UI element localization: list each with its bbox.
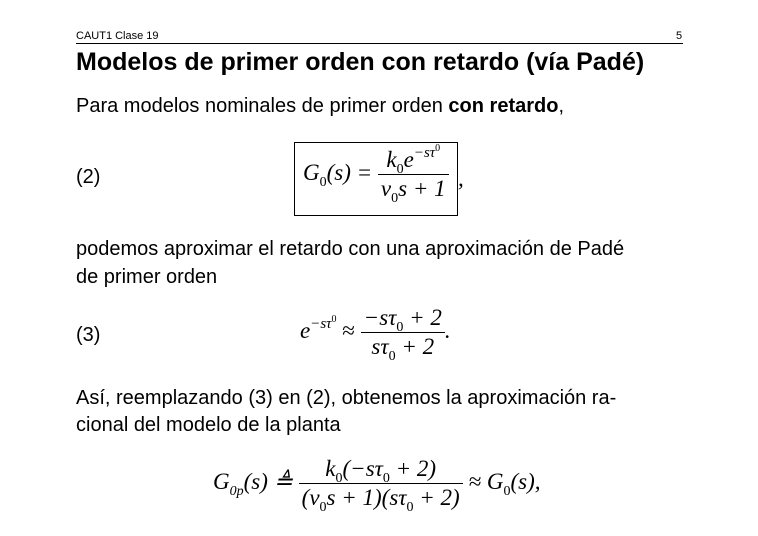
eq3-trailing-period: . bbox=[444, 317, 451, 343]
eq3-approx-symbol: ≈ bbox=[342, 317, 355, 343]
paragraph-rational-line1: Así, reemplazando (3) en (2), obtenemos la aproximación ra- bbox=[76, 387, 617, 409]
eq2-trailing-comma: , bbox=[458, 166, 464, 191]
equation-2 bbox=[303, 143, 449, 206]
equation-4: $G_{0p}(s)$ ≜ $\frac{k_0(-s\tau_0 + 2)}{(\nu_0s + 1)(s\tau_0 + 2)}$ ≈ $G_0(s)$, bbox=[213, 456, 541, 515]
paragraph-pade-line2: de primer orden bbox=[76, 266, 218, 288]
slide-header-course: CAUT1 Clase 19 bbox=[76, 30, 159, 42]
eq2-fraction bbox=[378, 143, 449, 206]
eq3-numerator: $-s\tau_0 + 2$ bbox=[361, 305, 445, 333]
slide-title: Modelos de primer orden con retardo (vía Padé) bbox=[76, 48, 645, 76]
intro-text: Para modelos nominales de primer orden bbox=[76, 95, 449, 117]
eq3-fraction bbox=[361, 305, 445, 364]
equation-3: $e^{-s\tau^0}$ ≈ $\frac{-s\tau_0 + 2}{s\tau_0 + 2}$ . bbox=[300, 305, 451, 364]
intro-after: , bbox=[558, 95, 565, 117]
slide-page-number: 5 bbox=[676, 30, 683, 42]
paragraph-rational-line2: cional del modelo de la planta bbox=[76, 414, 341, 436]
eq2-denominator: $\nu_0s + 1$ bbox=[380, 176, 446, 206]
eq2-numerator: $k_0e^{-s\tau^0}$ bbox=[378, 147, 449, 175]
eq2-lhs-sub: 0 bbox=[319, 174, 327, 190]
eq4-numerator: $k_0(-s\tau_0 + 2)$ bbox=[299, 456, 463, 484]
equation-number-3: (3) bbox=[76, 324, 101, 346]
header-divider bbox=[76, 43, 683, 44]
eq3-denominator: $s\tau_0 + 2$ bbox=[371, 334, 435, 364]
paragraph-pade-line1: podemos aproximar el retardo con una aproximación de Padé bbox=[76, 238, 625, 260]
intro-paragraph bbox=[76, 92, 564, 120]
equation-number-2: (2) bbox=[76, 166, 101, 188]
eq4-denominator: $(\nu_0s + 1)(s\tau_0 + 2)$ bbox=[301, 485, 460, 515]
eq2-lhs-arg: (s) = bbox=[326, 159, 373, 185]
eq2-lhs: G bbox=[303, 159, 320, 185]
intro-bold: con retardo bbox=[448, 95, 559, 117]
